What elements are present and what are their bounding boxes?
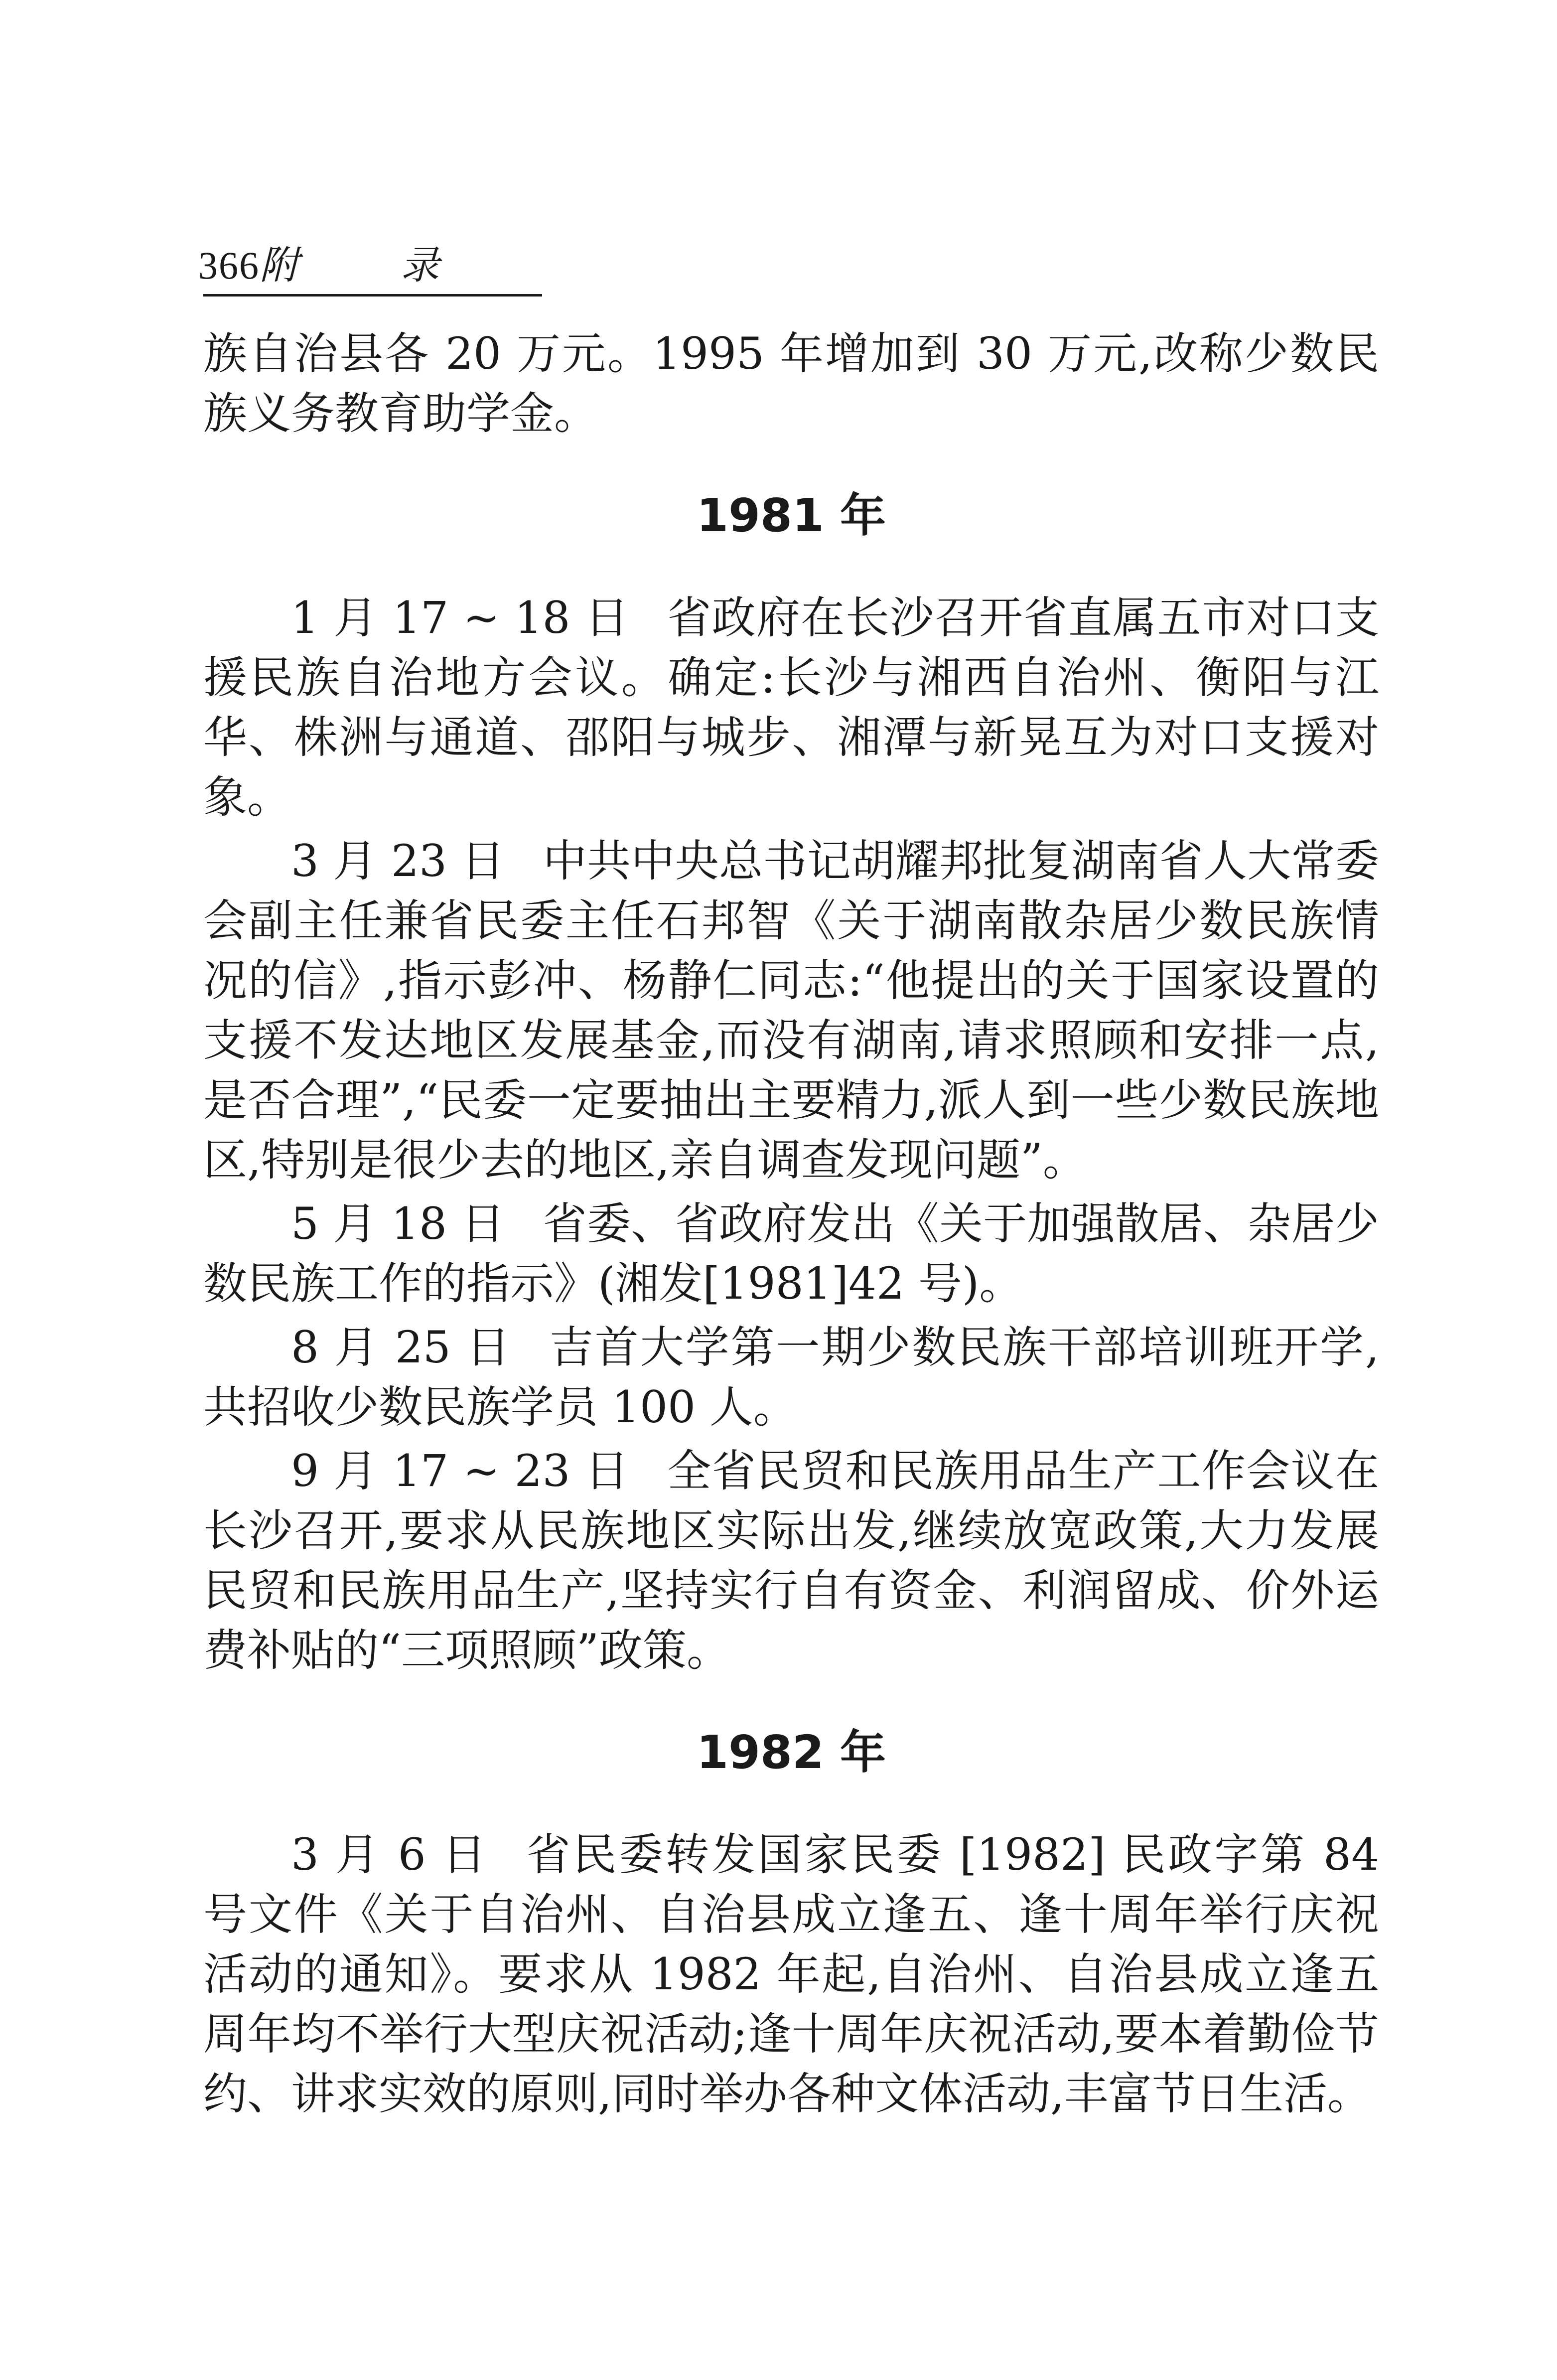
year-heading-1982: 1982 年 [696,1726,886,1779]
entry-date: 1 月 17 ~ 18 日 [291,592,630,643]
entry-text: 省民委转发国家民委 [1982] 民政字第 84 号文件《关于自治州、自治县成立逢五、逢十周年举行庆祝活动的通知》。要求从 1982 年起,自治州、自治县成立逢五周年均不举行大型庆祝活动;逢十周年庆祝活动,要本着勤俭节约、讲求实效的原则,同时举办各种文体活动,丰富节日生活。 [203,1829,1379,2119]
entry-date: 3 月 23 日 [291,835,505,887]
entry-text: 中共中央总书记胡耀邦批复湖南省人大常委会副主任兼省民委主任石邦智《关于湖南散杂居少数民族情况的信》,指示彭冲、杨静仁同志:“他提出的关于国家设置的支援不发达地区发展基金,而没有湖南,请求照顾和安排一点,是否合理”,“民委一定要抽出主要精力,派人到一些少数民族地区,特别是很少去的地区,亲自调查发现问题”。 [203,835,1379,1186]
entry-text: 吉首大学第一期少数民族干部培训班开学,共招收少数民族学员 100 人。 [203,1322,1379,1433]
entry-text: 省委、省政府发出《关于加强散居、杂居少数民族工作的指示》(湘发[1981]42 号)。 [203,1198,1379,1309]
chronology-entry [203,1825,1379,2124]
entry-text: 省政府在长沙召开省直属五市对口支援民族自治地方会议。确定:长沙与湘西自治州、衡阳与江华、株洲与通道、邵阳与城步、湘潭与新晃互为对口支援对象。 [203,592,1379,823]
running-head [198,238,547,293]
entry-date: 3 月 6 日 [291,1829,489,1880]
chronology-entry [203,1318,1379,1437]
chronology-entry [203,1194,1379,1314]
page-number: 366 [198,244,260,287]
header-rule [203,294,542,297]
section-title: 附 录 [260,243,484,288]
entry-date: 8 月 25 日 [291,1322,512,1373]
chronology-entry [203,588,1379,827]
year-heading-1981: 1981 年 [696,489,886,542]
book-page [198,0,1379,2380]
entry-text: 全省民贸和民族用品生产工作会议在长沙召开,要求从民族地区实际出发,继续放宽政策,大力发展民贸和民族用品生产,坚持实行自有资金、利润留成、价外运费补贴的“三项照顾”政策。 [203,1445,1379,1676]
chronology-entry [203,1441,1379,1680]
chronology-entry [203,831,1379,1190]
intro-paragraph: 族自治县各 20 万元。1995 年增加到 30 万元,改称少数民族义务教育助学金。 [203,328,1379,439]
entry-date: 5 月 18 日 [291,1198,505,1249]
entry-date: 9 月 17 ~ 23 日 [291,1445,630,1496]
body-text [203,324,1379,2128]
